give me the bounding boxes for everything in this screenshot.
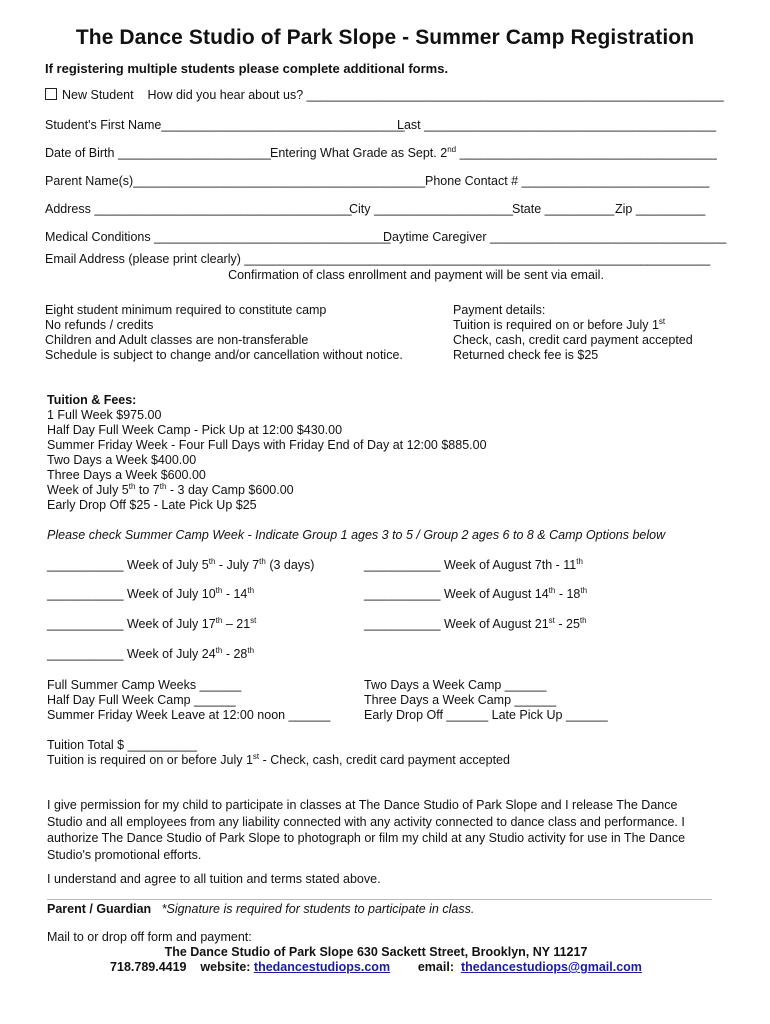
week-blank: ___________ — [364, 558, 441, 572]
week-blank: ___________ — [47, 587, 124, 601]
grade-line: _____________________________________ — [456, 146, 717, 160]
camp-option[interactable]: Two Days a Week Camp ______ — [364, 678, 547, 692]
tuition-block — [47, 393, 487, 513]
tuition-item: 1 Full Week $975.00 — [47, 408, 162, 422]
last-name-field[interactable]: Last __________________________________________ — [397, 118, 717, 132]
week-blank: ___________ — [47, 617, 124, 631]
tuition-item: Week of July 5th to 7th - 3 day Camp $600.00 — [47, 481, 294, 497]
week-option[interactable]: ___________ Week of August 7th - 11th — [364, 556, 583, 572]
camp-option[interactable]: Half Day Full Week Camp ______ — [47, 693, 236, 707]
multiple-forms-note: If registering multiple students please complete additional forms. — [45, 61, 449, 76]
camp-option[interactable]: Full Summer Camp Weeks ______ — [47, 678, 242, 692]
camp-option[interactable]: Three Days a Week Camp ______ — [364, 693, 557, 707]
studio-address: The Dance Studio of Park Slope 630 Sackett Street, Brooklyn, NY 11217 — [164, 945, 588, 959]
policy-item: No refunds / credits — [45, 318, 154, 332]
grade-label: Entering What Grade as Sept. 2 — [270, 146, 448, 160]
payment-details-block — [453, 303, 693, 363]
payment-sup: st — [658, 316, 666, 326]
instruction-text: Please check Summer Camp Week - Indicate Group 1 ages 3 to 5 / Group 2 ages 6 to 8 & Camp Options below — [47, 528, 666, 542]
email-link[interactable]: thedancestudiops@gmail.com — [460, 960, 642, 974]
camp-option[interactable]: Early Drop Off ______ Late Pick Up ______ — [364, 708, 608, 722]
state-field[interactable]: State __________ — [512, 202, 615, 216]
policy-item: Schedule is subject to change and/or cancellation without notice. — [45, 348, 403, 362]
caregiver-field[interactable]: Daytime Caregiver __________________________________ — [383, 230, 727, 244]
confirmation-note: Confirmation of class enrollment and payment will be sent via email. — [228, 268, 604, 282]
payment-line: Returned check fee is $25 — [453, 348, 599, 362]
parent-names-field[interactable]: Parent Name(s)__________________________________________ — [45, 174, 426, 188]
new-student-checkbox[interactable] — [45, 88, 57, 100]
tuition-heading: Tuition & Fees: — [47, 393, 137, 407]
dob-field[interactable]: Date of Birth ______________________ — [45, 146, 271, 160]
tuition-total-note: Tuition is required on or before July 1st - Check, cash, credit card payment accepted — [47, 751, 510, 767]
contact-line: 718.789.4419 website: thedancestudiops.com email: thedancestudiops@gmail.com — [110, 960, 642, 974]
new-student-row — [45, 88, 724, 102]
permission-paragraph: I give permission for my child to participate in classes at The Dance Studio of Park Slope and I release The Dance Studio and all employees from any liability connected with any activity connected to dance class and performance. I authorize The Dance Studio of Park Slope to photograph or film my child at any Studio activity for use in The Dance Studio's promotional efforts. — [47, 798, 686, 862]
studio-phone: 718.789.4419 — [110, 960, 187, 974]
email-field[interactable]: Email Address (please print clearly) ___________________________________________________________________ — [45, 252, 711, 266]
zip-field[interactable]: Zip __________ — [615, 202, 706, 216]
payment-line-text: Tuition is required on or before July 1 — [453, 318, 659, 332]
grade-field[interactable] — [270, 146, 717, 160]
week-option[interactable]: ___________ Week of July 5th - July 7th (3 days) — [47, 556, 315, 572]
mail-instruction: Mail to or drop off form and payment: — [47, 930, 252, 944]
tuition-total-block — [47, 738, 510, 768]
tuition-item: Half Day Full Week Camp - Pick Up at 12:00 $430.00 — [47, 423, 343, 437]
payment-heading: Payment details: — [453, 303, 546, 317]
camp-options-left — [47, 678, 330, 723]
week-option[interactable]: ___________ Week of August 21st - 25th — [364, 615, 587, 631]
agreement-text: I understand and agree to all tuition and terms stated above. — [47, 872, 381, 886]
week-blank: ___________ — [47, 558, 124, 572]
website-link[interactable]: thedancestudiops.com — [253, 960, 391, 974]
page-title: The Dance Studio of Park Slope - Summer Camp Registration — [75, 26, 695, 49]
signature-note: *Signature is required for students to participate in class. — [161, 902, 475, 916]
policy-item: Eight student minimum required to constitute camp — [45, 303, 327, 317]
medical-field[interactable]: Medical Conditions __________________________________ — [45, 230, 391, 244]
week-option[interactable]: ___________ Week of July 17th – 21st — [47, 615, 257, 631]
city-field[interactable]: City ____________________ — [349, 202, 514, 216]
tuition-total-field[interactable]: Tuition Total $ __________ — [47, 738, 198, 752]
camp-option[interactable]: Summer Friday Week Leave at 12:00 noon ______ — [47, 708, 331, 722]
tuition-item: Early Drop Off $25 - Late Pick Up $25 — [47, 498, 257, 512]
tuition-item: Three Days a Week $600.00 — [47, 468, 206, 482]
phone-field[interactable]: Phone Contact # ___________________________ — [425, 174, 710, 188]
signature-label: Parent / Guardian — [47, 902, 152, 916]
first-name-field[interactable]: Student's First Name___________________________________ — [45, 118, 405, 132]
address-field[interactable]: Address _____________________________________ — [45, 202, 352, 216]
week-blank: ___________ — [364, 587, 441, 601]
new-student-label: New Student — [62, 88, 134, 102]
grade-sup: nd — [447, 144, 457, 154]
hear-about-field[interactable]: How did you hear about us? ____________________________________________________________ — [147, 88, 724, 102]
week-option[interactable]: ___________ Week of August 14th - 18th — [364, 585, 588, 601]
signature-line[interactable] — [47, 899, 712, 900]
week-option[interactable]: ___________ Week of July 10th - 14th — [47, 585, 255, 601]
camp-options-right — [364, 678, 608, 723]
week-blank: ___________ — [364, 617, 441, 631]
policies-block — [45, 303, 403, 363]
signature-row — [47, 902, 474, 916]
tuition-item: Summer Friday Week - Four Full Days with Friday End of Day at 12:00 $885.00 — [47, 438, 487, 452]
payment-line — [453, 318, 693, 333]
week-blank: ___________ — [47, 647, 124, 661]
tuition-item: Two Days a Week $400.00 — [47, 453, 197, 467]
week-option[interactable]: ___________ Week of July 24th - 28th — [47, 645, 255, 661]
policy-item: Children and Adult classes are non-transferable — [45, 333, 309, 347]
payment-line: Check, cash, credit card payment accepted — [453, 333, 693, 347]
